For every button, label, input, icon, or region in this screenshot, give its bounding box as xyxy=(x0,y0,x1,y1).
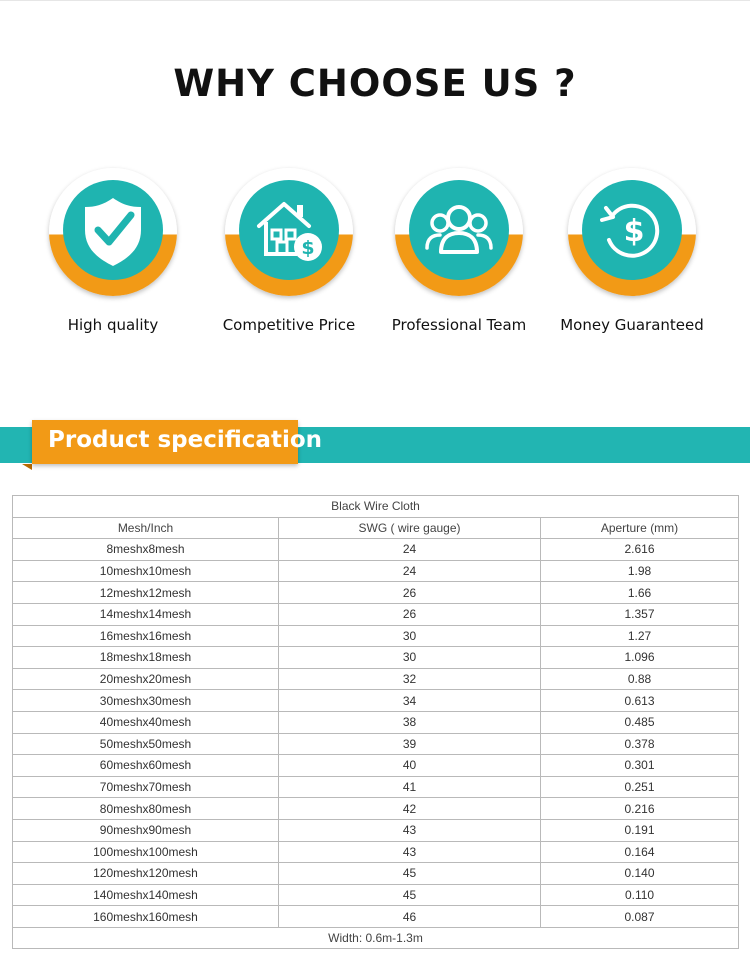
shield-check-icon xyxy=(63,180,163,280)
feature-professional-team xyxy=(369,168,549,334)
table-caption: Black Wire Cloth xyxy=(13,496,739,518)
table-row xyxy=(13,884,739,906)
table-row xyxy=(13,603,739,625)
aperture-cell: 2.616 xyxy=(541,539,739,561)
aperture-cell: 0.110 xyxy=(541,884,739,906)
table-row xyxy=(13,582,739,604)
money-back-icon xyxy=(582,180,682,280)
table-footer: Width: 0.6m-1.3m xyxy=(13,927,739,949)
table-row xyxy=(13,668,739,690)
table-row xyxy=(13,776,739,798)
svg-text:$: $ xyxy=(623,214,645,249)
column-header: Aperture (mm) xyxy=(541,517,739,539)
aperture-cell: 1.98 xyxy=(541,560,739,582)
table-row xyxy=(13,841,739,863)
feature-competitive-price xyxy=(199,168,379,334)
aperture-cell: 0.485 xyxy=(541,711,739,733)
table-row xyxy=(13,906,739,928)
feature-label: Professional Team xyxy=(391,316,527,334)
top-divider xyxy=(0,0,750,1)
mesh-cell: 160meshx160mesh xyxy=(13,906,279,928)
mesh-cell: 50meshx50mesh xyxy=(13,733,279,755)
mesh-cell: 100meshx100mesh xyxy=(13,841,279,863)
aperture-cell: 1.27 xyxy=(541,625,739,647)
mesh-cell: 20meshx20mesh xyxy=(13,668,279,690)
aperture-cell: 0.88 xyxy=(541,668,739,690)
swg-cell: 43 xyxy=(279,841,541,863)
team-icon xyxy=(409,180,509,280)
feature-badge xyxy=(225,168,353,296)
table-row xyxy=(13,755,739,777)
mesh-cell: 140meshx140mesh xyxy=(13,884,279,906)
mesh-cell: 80meshx80mesh xyxy=(13,798,279,820)
aperture-cell: 0.164 xyxy=(541,841,739,863)
table-row xyxy=(13,798,739,820)
swg-cell: 39 xyxy=(279,733,541,755)
aperture-cell: 0.301 xyxy=(541,755,739,777)
swg-cell: 41 xyxy=(279,776,541,798)
aperture-cell: 0.140 xyxy=(541,863,739,885)
swg-cell: 45 xyxy=(279,884,541,906)
table-row xyxy=(13,690,739,712)
mesh-cell: 70meshx70mesh xyxy=(13,776,279,798)
page-title: WHY CHOOSE US ? xyxy=(173,62,577,105)
svg-text:$: $ xyxy=(301,237,315,259)
swg-cell: 46 xyxy=(279,906,541,928)
aperture-cell: 0.613 xyxy=(541,690,739,712)
mesh-cell: 12meshx12mesh xyxy=(13,582,279,604)
table-row xyxy=(13,625,739,647)
aperture-cell: 0.191 xyxy=(541,819,739,841)
swg-cell: 45 xyxy=(279,863,541,885)
swg-cell: 26 xyxy=(279,582,541,604)
aperture-cell: 0.087 xyxy=(541,906,739,928)
mesh-cell: 60meshx60mesh xyxy=(13,755,279,777)
swg-cell: 38 xyxy=(279,711,541,733)
table-row xyxy=(13,733,739,755)
swg-cell: 40 xyxy=(279,755,541,777)
mesh-cell: 40meshx40mesh xyxy=(13,711,279,733)
spec-table xyxy=(12,495,739,949)
table-row xyxy=(13,711,739,733)
swg-cell: 24 xyxy=(279,560,541,582)
swg-cell: 30 xyxy=(279,625,541,647)
section-title: Product specification xyxy=(48,427,323,453)
swg-cell: 32 xyxy=(279,668,541,690)
swg-cell: 30 xyxy=(279,647,541,669)
column-header: SWG ( wire gauge) xyxy=(279,517,541,539)
aperture-cell: 0.216 xyxy=(541,798,739,820)
feature-label: High quality xyxy=(67,316,159,334)
mesh-cell: 16meshx16mesh xyxy=(13,625,279,647)
feature-badge xyxy=(49,168,177,296)
aperture-cell: 1.66 xyxy=(541,582,739,604)
aperture-cell: 1.357 xyxy=(541,603,739,625)
feature-high-quality xyxy=(23,168,203,334)
table-row xyxy=(13,539,739,561)
feature-label: Money Guaranteed xyxy=(560,316,704,334)
swg-cell: 24 xyxy=(279,539,541,561)
swg-cell: 43 xyxy=(279,819,541,841)
feature-badge xyxy=(395,168,523,296)
mesh-cell: 120meshx120mesh xyxy=(13,863,279,885)
mesh-cell: 90meshx90mesh xyxy=(13,819,279,841)
aperture-cell: 0.378 xyxy=(541,733,739,755)
swg-cell: 34 xyxy=(279,690,541,712)
table-header-row xyxy=(13,517,739,539)
swg-cell: 26 xyxy=(279,603,541,625)
mesh-cell: 10meshx10mesh xyxy=(13,560,279,582)
aperture-cell: 0.251 xyxy=(541,776,739,798)
table-row xyxy=(13,863,739,885)
mesh-cell: 30meshx30mesh xyxy=(13,690,279,712)
mesh-cell: 14meshx14mesh xyxy=(13,603,279,625)
feature-badge xyxy=(568,168,696,296)
table-row xyxy=(13,819,739,841)
mesh-cell: 8meshx8mesh xyxy=(13,539,279,561)
swg-cell: 42 xyxy=(279,798,541,820)
banner-fold xyxy=(22,464,32,470)
table-row xyxy=(13,647,739,669)
feature-label: Competitive Price xyxy=(222,316,356,334)
house-dollar-icon xyxy=(239,180,339,280)
column-header: Mesh/Inch xyxy=(13,517,279,539)
aperture-cell: 1.096 xyxy=(541,647,739,669)
table-row xyxy=(13,560,739,582)
feature-money-guaranteed xyxy=(542,168,722,334)
table-footer-row xyxy=(13,927,739,949)
mesh-cell: 18meshx18mesh xyxy=(13,647,279,669)
